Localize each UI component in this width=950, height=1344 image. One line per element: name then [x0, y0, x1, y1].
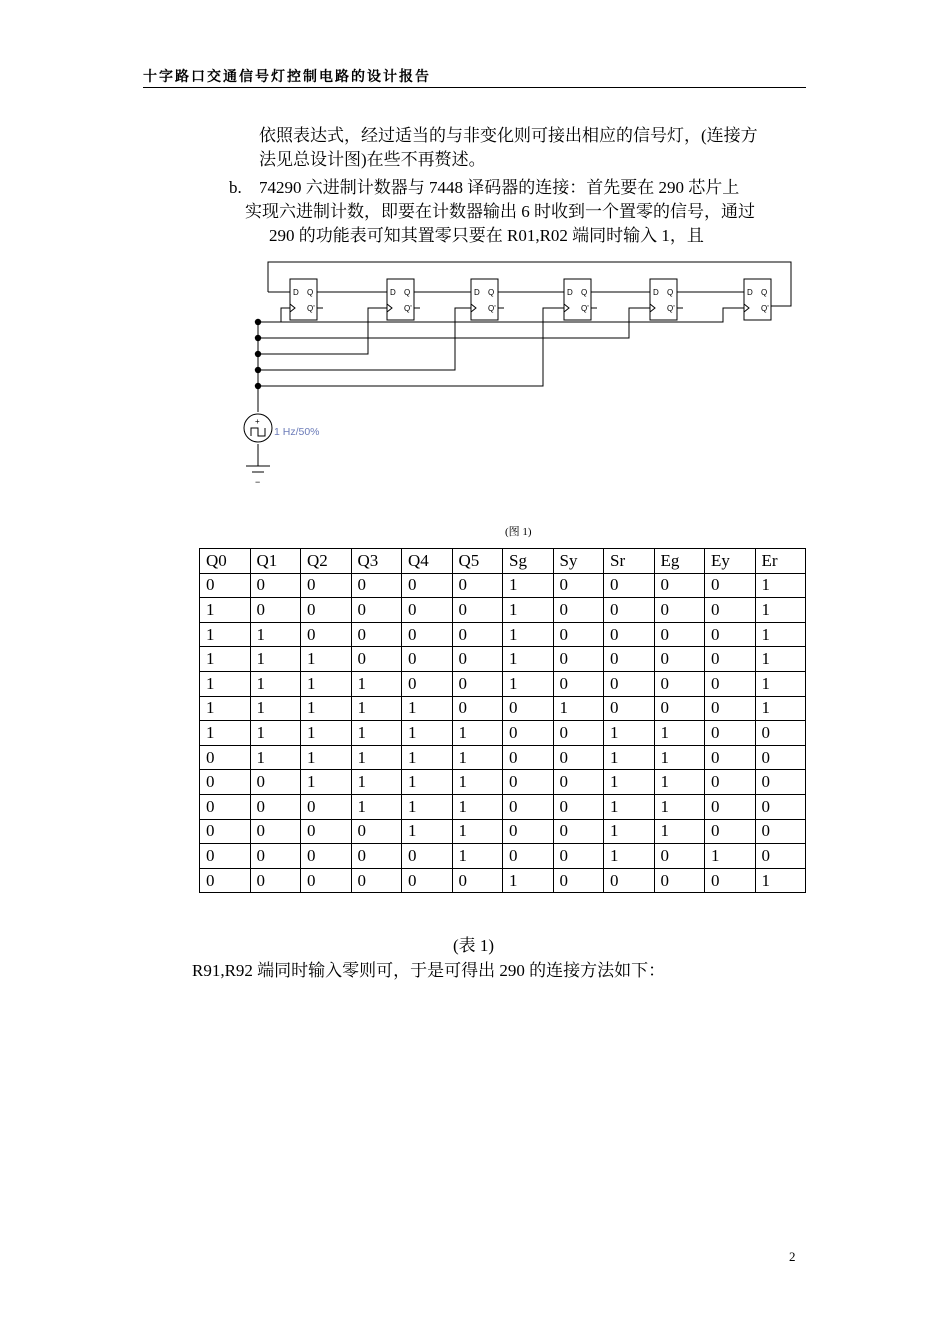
- table-cell: 0: [351, 622, 402, 647]
- table-cell: 1: [351, 671, 402, 696]
- table-cell: 1: [351, 721, 402, 746]
- table-cell: 1: [301, 721, 352, 746]
- table-cell: 0: [553, 573, 604, 598]
- source-plus-sign: +: [255, 417, 260, 426]
- table-cell: 1: [402, 721, 453, 746]
- table-cell: 1: [402, 770, 453, 795]
- table-cell: 0: [604, 573, 655, 598]
- table-cell: 1: [604, 770, 655, 795]
- table-row: [200, 622, 806, 647]
- table-cell: 0: [705, 868, 756, 893]
- flipflop-q-label: Q: [761, 288, 768, 297]
- figure-caption: (图 1): [505, 526, 532, 538]
- table-row: [200, 794, 806, 819]
- table-cell: 1: [200, 647, 251, 672]
- table-cell: 0: [705, 696, 756, 721]
- page-number: 2: [789, 1249, 796, 1264]
- table-cell: 0: [250, 770, 301, 795]
- flipflop-qbar-label: Q': [488, 304, 496, 313]
- table-row: [200, 844, 806, 869]
- flipflop-qbar-label: Q': [761, 304, 769, 313]
- table-cell: 0: [604, 671, 655, 696]
- table-cell: 1: [503, 598, 554, 623]
- table-cell: 1: [402, 819, 453, 844]
- table-cell: 0: [402, 647, 453, 672]
- table-cell: 0: [200, 770, 251, 795]
- table-header-cell: Sg: [503, 549, 554, 574]
- body-line-3: 74290 六进制计数器与 7448 译码器的连接：首先要在 290 芯片上: [259, 178, 740, 197]
- table-cell: 1: [452, 721, 503, 746]
- table-row: [200, 819, 806, 844]
- table-cell: 0: [553, 598, 604, 623]
- truth-table: [199, 548, 806, 893]
- table-cell: 0: [553, 745, 604, 770]
- table-cell: 0: [705, 721, 756, 746]
- table-cell: 0: [604, 622, 655, 647]
- table-cell: 1: [654, 819, 705, 844]
- table-header-row: [200, 549, 806, 574]
- table-cell: 0: [402, 844, 453, 869]
- table-cell: 0: [301, 598, 352, 623]
- table-cell: 0: [301, 573, 352, 598]
- table-header-cell: Er: [755, 549, 806, 574]
- table-cell: 1: [301, 671, 352, 696]
- table-row: [200, 598, 806, 623]
- body-line-4: 实现六进制计数，即要在计数器输出 6 时收到一个置零的信号，通过: [245, 202, 755, 221]
- table-cell: 0: [553, 794, 604, 819]
- table-cell: 1: [452, 794, 503, 819]
- table-cell: 1: [200, 671, 251, 696]
- table-cell: 0: [755, 721, 806, 746]
- table-row: [200, 671, 806, 696]
- table-cell: 1: [301, 696, 352, 721]
- table-header-cell: Sy: [553, 549, 604, 574]
- table-cell: 1: [200, 696, 251, 721]
- table-cell: 1: [351, 770, 402, 795]
- table-cell: 1: [250, 622, 301, 647]
- table-cell: 1: [503, 868, 554, 893]
- table-cell: 0: [200, 868, 251, 893]
- table-cell: 0: [301, 868, 352, 893]
- table-cell: 0: [250, 868, 301, 893]
- flipflop-qbar-label: Q': [667, 304, 675, 313]
- table-cell: 1: [604, 721, 655, 746]
- table-cell: 0: [705, 647, 756, 672]
- flipflop-q-label: Q: [404, 288, 411, 297]
- table-cell: 0: [250, 819, 301, 844]
- body-line-2: 法见总设计图)在些不再赘述。: [259, 150, 486, 169]
- table-cell: 0: [755, 819, 806, 844]
- table-cell: 0: [452, 622, 503, 647]
- table-cell: 1: [250, 745, 301, 770]
- table-cell: 0: [654, 598, 705, 623]
- d-flipflop: [744, 279, 771, 320]
- table-header-cell: Eg: [654, 549, 705, 574]
- circuit-wires: [246, 262, 791, 472]
- table-cell: 1: [654, 745, 705, 770]
- table-cell: 0: [705, 622, 756, 647]
- table-cell: 1: [705, 844, 756, 869]
- table-cell: 0: [553, 844, 604, 869]
- list-marker-b: b.: [229, 178, 242, 197]
- table-cell: 1: [503, 647, 554, 672]
- table-row: [200, 721, 806, 746]
- flipflop-q-label: Q: [488, 288, 495, 297]
- table-header-cell: Q3: [351, 549, 402, 574]
- table-header-cell: Q0: [200, 549, 251, 574]
- table-cell: 1: [452, 819, 503, 844]
- table-cell: 0: [452, 671, 503, 696]
- table-cell: 1: [402, 745, 453, 770]
- table-cell: 1: [604, 819, 655, 844]
- d-flipflop: [650, 279, 677, 320]
- table-cell: 1: [755, 573, 806, 598]
- table-cell: 1: [452, 745, 503, 770]
- table-cell: 1: [351, 794, 402, 819]
- table-cell: 1: [301, 770, 352, 795]
- table-cell: 1: [604, 794, 655, 819]
- table-cell: 1: [351, 745, 402, 770]
- table-cell: 1: [351, 696, 402, 721]
- table-cell: 0: [755, 770, 806, 795]
- table-cell: 0: [351, 573, 402, 598]
- table-cell: 0: [250, 573, 301, 598]
- table-cell: 0: [402, 671, 453, 696]
- table-cell: 1: [755, 598, 806, 623]
- flipflop-d-label: D: [390, 288, 396, 297]
- table-cell: 0: [755, 745, 806, 770]
- table-cell: 0: [705, 819, 756, 844]
- table-cell: 1: [503, 622, 554, 647]
- flipflop-q-label: Q: [667, 288, 674, 297]
- table-row: [200, 770, 806, 795]
- page-header-title: 十字路口交通信号灯控制电路的设计报告: [143, 70, 431, 85]
- table-cell: 0: [351, 844, 402, 869]
- table-cell: 1: [654, 770, 705, 795]
- table-header-cell: Q5: [452, 549, 503, 574]
- table-cell: 0: [351, 819, 402, 844]
- table-cell: 0: [351, 868, 402, 893]
- ground-minus-sign: −: [255, 477, 261, 487]
- table-cell: 1: [200, 721, 251, 746]
- d-flipflop: [564, 279, 591, 320]
- table-cell: 0: [604, 696, 655, 721]
- table-cell: 1: [755, 671, 806, 696]
- table-cell: 1: [755, 647, 806, 672]
- table-cell: 0: [553, 622, 604, 647]
- flipflop-box: [290, 279, 317, 320]
- table-cell: 0: [250, 598, 301, 623]
- table-cell: 1: [654, 794, 705, 819]
- table-cell: 0: [402, 573, 453, 598]
- flipflop-box: [650, 279, 677, 320]
- table-cell: 0: [654, 868, 705, 893]
- ring-counter-circuit-diagram: [0, 0, 950, 500]
- flipflop-q-label: Q: [307, 288, 314, 297]
- table-cell: 0: [705, 573, 756, 598]
- table-cell: 0: [503, 696, 554, 721]
- table-cell: 0: [553, 819, 604, 844]
- table-cell: 0: [452, 598, 503, 623]
- flipflop-box: [744, 279, 771, 320]
- flipflop-box: [564, 279, 591, 320]
- table-cell: 0: [301, 819, 352, 844]
- flipflop-d-label: D: [653, 288, 659, 297]
- table-cell: 0: [755, 844, 806, 869]
- table-cell: 0: [351, 598, 402, 623]
- table-cell: 0: [503, 721, 554, 746]
- source-frequency-label: 1 Hz/50%: [274, 426, 320, 438]
- table-cell: 0: [654, 622, 705, 647]
- table-row: [200, 696, 806, 721]
- table-cell: 1: [402, 696, 453, 721]
- body-line-1: 依照表达式，经过适当的与非变化则可接出相应的信号灯，(连接方: [259, 126, 758, 145]
- table-cell: 0: [452, 696, 503, 721]
- table-cell: 0: [503, 770, 554, 795]
- square-wave-icon: [251, 428, 265, 436]
- table-cell: 1: [654, 721, 705, 746]
- table-body: [200, 573, 806, 893]
- flipflop-d-label: D: [293, 288, 299, 297]
- table-cell: 0: [503, 745, 554, 770]
- table-cell: 1: [604, 745, 655, 770]
- table-cell: 0: [200, 794, 251, 819]
- table-caption: (表 1): [453, 936, 495, 955]
- table-cell: 0: [604, 598, 655, 623]
- table-cell: 0: [200, 745, 251, 770]
- clock-source: [244, 414, 320, 487]
- table-cell: 0: [553, 770, 604, 795]
- table-cell: 0: [351, 647, 402, 672]
- table-cell: 0: [705, 794, 756, 819]
- table-header-cell: Q1: [250, 549, 301, 574]
- table-header-cell: Q4: [402, 549, 453, 574]
- flipflop-box: [471, 279, 498, 320]
- table-cell: 0: [654, 696, 705, 721]
- table-cell: 0: [654, 844, 705, 869]
- flipflop-d-label: D: [474, 288, 480, 297]
- table-row: [200, 573, 806, 598]
- table-cell: 1: [301, 745, 352, 770]
- table-cell: 1: [200, 622, 251, 647]
- table-cell: 0: [705, 770, 756, 795]
- after-table-text: R91,R92 端同时输入零则可，于是可得出 290 的连接方法如下：: [192, 961, 666, 980]
- table-cell: 1: [452, 770, 503, 795]
- table-cell: 0: [503, 844, 554, 869]
- table-cell: 0: [654, 647, 705, 672]
- table-cell: 0: [301, 844, 352, 869]
- table-cell: 0: [200, 819, 251, 844]
- table-cell: 0: [553, 647, 604, 672]
- flipflop-d-label: D: [567, 288, 573, 297]
- flipflop-box: [387, 279, 414, 320]
- table-cell: 1: [553, 696, 604, 721]
- table-cell: 1: [755, 696, 806, 721]
- table-cell: 1: [250, 696, 301, 721]
- body-line-5: 290 的功能表可知其置零只要在 R01,R02 端同时输入 1，且: [269, 226, 704, 245]
- table-cell: 0: [553, 721, 604, 746]
- flipflop-d-label: D: [747, 288, 753, 297]
- table-cell: 0: [452, 647, 503, 672]
- table-cell: 0: [654, 671, 705, 696]
- table-cell: 0: [503, 819, 554, 844]
- table-cell: 1: [755, 622, 806, 647]
- table-header-cell: Sr: [604, 549, 655, 574]
- table-cell: 0: [604, 647, 655, 672]
- table-row: [200, 745, 806, 770]
- table-cell: 0: [705, 671, 756, 696]
- d-flipflop-group: [290, 279, 771, 320]
- table-cell: 0: [200, 844, 251, 869]
- table-cell: 0: [402, 598, 453, 623]
- table-cell: 0: [503, 794, 554, 819]
- table-cell: 1: [755, 868, 806, 893]
- table-cell: 1: [503, 573, 554, 598]
- table-cell: 1: [250, 721, 301, 746]
- table-cell: 0: [604, 868, 655, 893]
- table-cell: 0: [250, 794, 301, 819]
- table-cell: 0: [553, 671, 604, 696]
- table-row: [200, 647, 806, 672]
- table-cell: 1: [503, 671, 554, 696]
- table-cell: 0: [705, 598, 756, 623]
- flipflop-qbar-label: Q': [307, 304, 315, 313]
- table-cell: 1: [604, 844, 655, 869]
- table-cell: 1: [200, 598, 251, 623]
- d-flipflop: [387, 279, 414, 320]
- flipflop-qbar-label: Q': [404, 304, 412, 313]
- table-cell: 0: [402, 622, 453, 647]
- table-header-cell: Q2: [301, 549, 352, 574]
- flipflop-q-label: Q: [581, 288, 588, 297]
- table-cell: 0: [402, 868, 453, 893]
- table-cell: 0: [654, 573, 705, 598]
- table-cell: 1: [452, 844, 503, 869]
- table-cell: 1: [250, 647, 301, 672]
- table-row: [200, 868, 806, 893]
- table-cell: 0: [755, 794, 806, 819]
- table-cell: 0: [200, 573, 251, 598]
- table-cell: 1: [301, 647, 352, 672]
- table-cell: 0: [452, 868, 503, 893]
- d-flipflop: [471, 279, 498, 320]
- table-cell: 0: [705, 745, 756, 770]
- flipflop-qbar-label: Q': [581, 304, 589, 313]
- table-cell: 0: [301, 622, 352, 647]
- table-cell: 1: [402, 794, 453, 819]
- table-header-cell: Ey: [705, 549, 756, 574]
- table-cell: 0: [553, 868, 604, 893]
- table-cell: 1: [250, 671, 301, 696]
- d-flipflop: [290, 279, 317, 320]
- table-cell: 0: [250, 844, 301, 869]
- table-cell: 0: [452, 573, 503, 598]
- table-cell: 0: [301, 794, 352, 819]
